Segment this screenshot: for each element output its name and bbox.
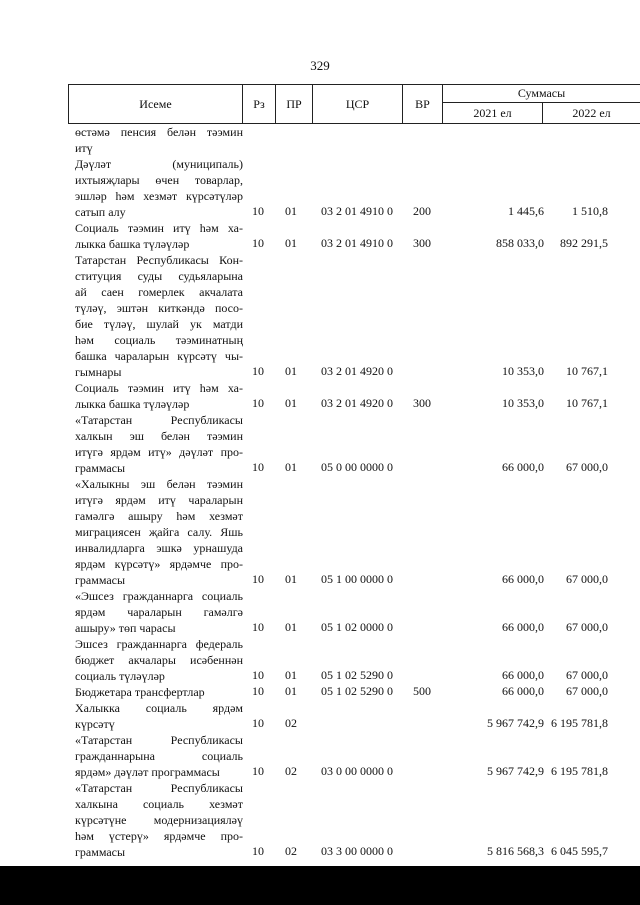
row-rz: 10 bbox=[252, 764, 264, 778]
row-sum-2021: 5 967 742,9 bbox=[487, 764, 544, 778]
row-rz: 10 bbox=[252, 844, 264, 858]
row-csr: 05 1 02 5290 0 bbox=[321, 684, 393, 698]
table-row bbox=[0, 684, 640, 700]
row-vr: 300 bbox=[413, 396, 431, 410]
row-pr: 01 bbox=[285, 684, 297, 698]
row-name bbox=[75, 780, 243, 860]
row-name-line: гражданнарына социаль bbox=[75, 749, 243, 763]
row-csr: 03 2 01 4910 0 bbox=[321, 204, 393, 218]
row-name-line: граммасы bbox=[75, 845, 126, 859]
row-pr: 01 bbox=[285, 460, 297, 474]
header-rz: Рз bbox=[242, 84, 275, 124]
row-name-line: социаль түләүләр bbox=[75, 669, 165, 683]
row-name-line: Татарстан Республикасы Кон- bbox=[75, 253, 243, 267]
row-sum-2021: 858 033,0 bbox=[496, 236, 544, 250]
row-name-line: Эшсез гражданнарга федераль bbox=[75, 637, 243, 651]
row-csr: 03 0 00 0000 0 bbox=[321, 764, 393, 778]
table-header bbox=[68, 84, 640, 124]
row-name-line: лыкка башка түләүләр bbox=[75, 397, 190, 411]
row-sum-2021: 5 967 742,9 bbox=[487, 716, 544, 730]
row-vr: 300 bbox=[413, 236, 431, 250]
row-name-line: миграциясен җайга салу. Яшь bbox=[75, 525, 243, 539]
row-rz: 10 bbox=[252, 684, 264, 698]
row-vr: 500 bbox=[413, 684, 431, 698]
row-name-line: Социаль тәэмин итү һәм ха- bbox=[75, 221, 243, 235]
row-csr: 05 1 00 0000 0 bbox=[321, 572, 393, 586]
row-name-line: башка чараларын күрсәтү чы- bbox=[75, 349, 243, 363]
row-vr: 200 bbox=[413, 204, 431, 218]
table-row bbox=[0, 380, 640, 412]
row-name bbox=[75, 588, 243, 636]
row-name bbox=[75, 220, 243, 252]
row-sum-2021: 10 353,0 bbox=[502, 396, 544, 410]
row-name bbox=[75, 412, 243, 476]
header-csr: ЦСР bbox=[312, 84, 402, 124]
table-row bbox=[0, 156, 640, 220]
row-rz: 10 bbox=[252, 364, 264, 378]
row-name-line: инвалидларга эшкә урнашуда bbox=[75, 541, 243, 555]
row-name-line: бюджет акчалары исәбеннән bbox=[75, 653, 243, 667]
row-rz: 10 bbox=[252, 460, 264, 474]
row-name-line: граммасы bbox=[75, 461, 126, 475]
row-pr: 02 bbox=[285, 844, 297, 858]
row-name-line: «Татарстан Республикасы bbox=[75, 413, 243, 427]
row-name-line: гымнары bbox=[75, 365, 122, 379]
scan-bottom-bar bbox=[0, 866, 640, 905]
row-csr: 03 2 01 4920 0 bbox=[321, 396, 393, 410]
row-name-line: күрсәтү bbox=[75, 717, 115, 731]
row-sum-2022: 1 510,8 bbox=[572, 204, 608, 218]
table-row bbox=[0, 124, 640, 156]
row-name-line: күрсәтүне модернизацияләү bbox=[75, 813, 243, 827]
row-sum-2022: 67 000,0 bbox=[566, 684, 608, 698]
row-name-line: ай саен гомерлек акчалата bbox=[75, 285, 243, 299]
table-row bbox=[0, 732, 640, 780]
row-sum-2022: 10 767,1 bbox=[566, 364, 608, 378]
row-sum-2021: 66 000,0 bbox=[502, 460, 544, 474]
row-name bbox=[75, 636, 243, 684]
row-name-line: итүгә ярдәм итү чараларын bbox=[75, 493, 243, 507]
row-pr: 02 bbox=[285, 764, 297, 778]
row-sum-2022: 67 000,0 bbox=[566, 572, 608, 586]
row-pr: 01 bbox=[285, 620, 297, 634]
header-name: Исеме bbox=[68, 84, 242, 124]
row-name-line: бие түләү, шулай ук матди bbox=[75, 317, 243, 331]
table-row bbox=[0, 476, 640, 588]
row-sum-2022: 6 045 595,7 bbox=[551, 844, 608, 858]
row-sum-2021: 66 000,0 bbox=[502, 668, 544, 682]
row-name-line: ярдәм» дәүләт программасы bbox=[75, 765, 220, 779]
row-name-line: эшләр һәм хезмәт күрсәтүләр bbox=[75, 189, 243, 203]
table-row bbox=[0, 588, 640, 636]
row-csr: 05 1 02 0000 0 bbox=[321, 620, 393, 634]
row-name-line: Халыкка социаль ярдәм bbox=[75, 701, 243, 715]
table-row bbox=[0, 700, 640, 732]
row-rz: 10 bbox=[252, 716, 264, 730]
row-csr: 03 3 00 0000 0 bbox=[321, 844, 393, 858]
row-name-line: ституция суды судьяларына bbox=[75, 269, 243, 283]
row-sum-2021: 5 816 568,3 bbox=[487, 844, 544, 858]
row-rz: 10 bbox=[252, 236, 264, 250]
row-name-line: итүгә ярдәм итү» дәүләт про- bbox=[75, 445, 243, 459]
row-name bbox=[75, 252, 243, 380]
row-name-line: һәм үстерү» ярдәмче про- bbox=[75, 829, 243, 843]
table-row bbox=[0, 412, 640, 476]
row-name-line: ярдәм чараларын гамәлгә bbox=[75, 605, 243, 619]
row-sum-2021: 66 000,0 bbox=[502, 572, 544, 586]
header-vr: ВР bbox=[402, 84, 442, 124]
row-pr: 01 bbox=[285, 364, 297, 378]
row-sum-2022: 892 291,5 bbox=[560, 236, 608, 250]
row-pr: 01 bbox=[285, 396, 297, 410]
row-name-line: Бюджетара трансфертлар bbox=[75, 685, 205, 699]
row-name-line: ихтыяҗлары өчен товарлар, bbox=[75, 173, 243, 187]
row-name-line: «Эшсез гражданнарга социаль bbox=[75, 589, 243, 603]
row-name-line: итү bbox=[75, 141, 93, 155]
row-name bbox=[75, 124, 243, 156]
row-pr: 01 bbox=[285, 572, 297, 586]
row-name bbox=[75, 380, 243, 412]
page-number: 329 bbox=[310, 58, 330, 73]
header-2022: 2022 ел bbox=[542, 103, 640, 124]
row-csr: 03 2 01 4920 0 bbox=[321, 364, 393, 378]
row-csr: 03 2 01 4910 0 bbox=[321, 236, 393, 250]
row-name bbox=[75, 156, 243, 220]
row-pr: 02 bbox=[285, 716, 297, 730]
row-sum-2021: 66 000,0 bbox=[502, 684, 544, 698]
row-name-line: Дәүләт (муниципаль) bbox=[75, 157, 243, 171]
row-name-line: сатып алу bbox=[75, 205, 126, 219]
row-rz: 10 bbox=[252, 572, 264, 586]
row-rz: 10 bbox=[252, 620, 264, 634]
row-pr: 01 bbox=[285, 668, 297, 682]
row-sum-2021: 66 000,0 bbox=[502, 620, 544, 634]
row-name-line: ярдәм күрсәтү» ярдәмче про- bbox=[75, 557, 243, 571]
row-rz: 10 bbox=[252, 668, 264, 682]
table-row bbox=[0, 252, 640, 380]
row-name-line: Социаль тәэмин итү һәм ха- bbox=[75, 381, 243, 395]
header-pr: ПР bbox=[275, 84, 312, 124]
row-name-line: «Татарстан Республикасы bbox=[75, 733, 243, 747]
header-sums: Суммасы bbox=[442, 84, 640, 103]
row-sum-2021: 1 445,6 bbox=[508, 204, 544, 218]
row-pr: 01 bbox=[285, 204, 297, 218]
row-name-line: өстәмә пенсия белән тәэмин bbox=[75, 125, 243, 139]
row-sum-2022: 6 195 781,8 bbox=[551, 716, 608, 730]
row-name bbox=[75, 684, 243, 700]
row-name-line: халкына социаль хезмәт bbox=[75, 797, 243, 811]
row-sum-2021: 10 353,0 bbox=[502, 364, 544, 378]
row-name bbox=[75, 476, 243, 588]
row-pr: 01 bbox=[285, 236, 297, 250]
row-name-line: һәм социаль тәэминатның bbox=[75, 333, 243, 347]
table-row bbox=[0, 636, 640, 684]
row-name-line: лыкка башка түләүләр bbox=[75, 237, 190, 251]
row-name bbox=[75, 732, 243, 780]
row-sum-2022: 67 000,0 bbox=[566, 668, 608, 682]
row-csr: 05 0 00 0000 0 bbox=[321, 460, 393, 474]
row-name-line: ашыру» төп чарасы bbox=[75, 621, 176, 635]
table-row bbox=[0, 780, 640, 860]
row-name-line: гамәлгә ашыру һәм хезмәт bbox=[75, 509, 243, 523]
row-rz: 10 bbox=[252, 396, 264, 410]
row-sum-2022: 6 195 781,8 bbox=[551, 764, 608, 778]
row-name-line: түләү, эштән киткәндә посо- bbox=[75, 301, 243, 315]
row-name-line: халкын эш белән тәэмин bbox=[75, 429, 243, 443]
row-name-line: «Халыкны эш белән тәэмин bbox=[75, 477, 243, 491]
header-2021: 2021 ел bbox=[442, 103, 542, 124]
row-csr: 05 1 02 5290 0 bbox=[321, 668, 393, 682]
row-sum-2022: 67 000,0 bbox=[566, 460, 608, 474]
row-rz: 10 bbox=[252, 204, 264, 218]
row-sum-2022: 67 000,0 bbox=[566, 620, 608, 634]
row-name-line: граммасы bbox=[75, 573, 126, 587]
row-sum-2022: 10 767,1 bbox=[566, 396, 608, 410]
table-row bbox=[0, 220, 640, 252]
row-name bbox=[75, 700, 243, 732]
row-name-line: «Татарстан Республикасы bbox=[75, 781, 243, 795]
